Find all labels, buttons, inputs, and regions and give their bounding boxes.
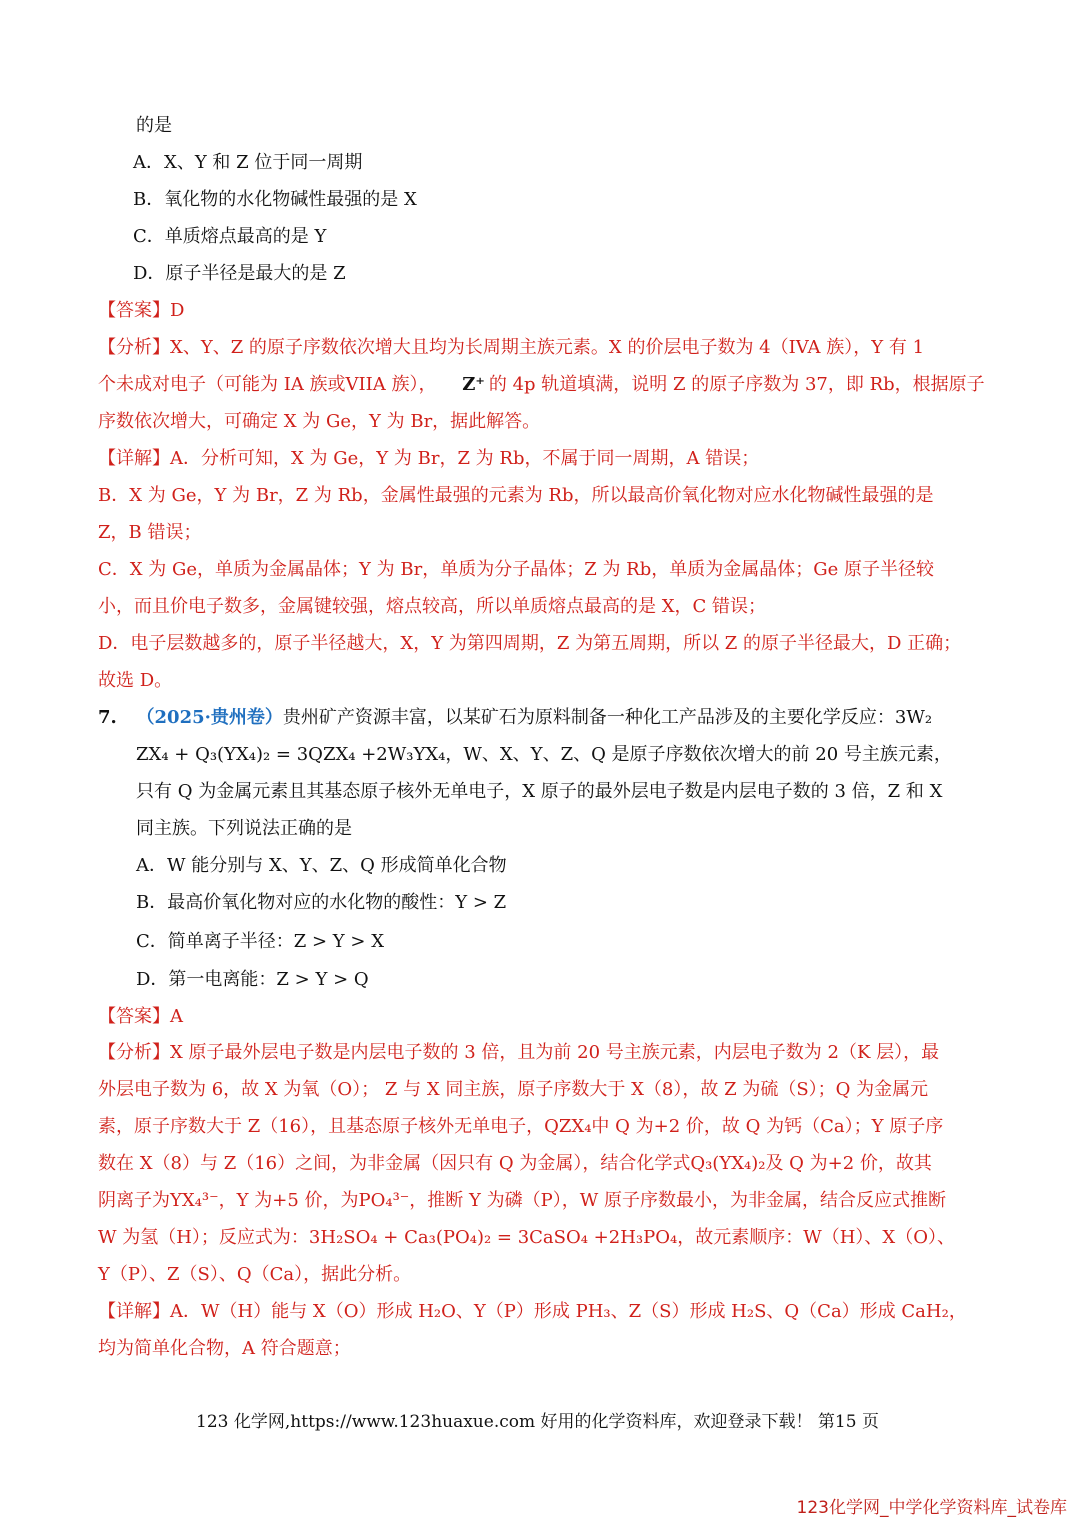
q7-option-c: C．简单离子半径：Z > Y > X <box>136 931 385 952</box>
q7-option-d: D．第一电离能：Z > Y > Q <box>136 969 369 990</box>
q7-stem-text: 贵州矿产资源丰富，以某矿石为原料制备一种化工产品涉及的主要化学反应：3W₂ <box>282 707 933 728</box>
q7-stem-line <box>98 706 932 730</box>
q6-analysis-line <box>98 373 985 397</box>
q7-analysis-line: Y（P）、Z（S）、Q（Ca），据此分析。 <box>98 1264 412 1285</box>
q7-source: （2025·贵州卷） <box>136 707 283 728</box>
q6-option-a: A．X、Y 和 Z 位于同一周期 <box>133 152 363 173</box>
page-footer: 123 化学网,https://www.123huaxue.com 好用的化学资料库，欢迎登录下载！ 第15 页 <box>196 1412 879 1432</box>
q6-analysis-part: 的 4p 轨道填满，说明 Z 的原子序数为 37，即 Rb，根据原子 <box>488 374 985 395</box>
q6-option-b: B．氧化物的水化物碱性最强的是 X <box>133 189 417 210</box>
site-watermark: 123化学网_中学化学资料库_试卷库 <box>796 1498 1067 1518</box>
q7-analysis-line: 阴离子为YX₄³⁻，Y 为+5 价，为PO₄³⁻，推断 Y 为磷（P），W 原子序数最小，为非金属，结合反应式推断 <box>98 1190 946 1211</box>
q7-option-b: B．最高价氧化物对应的水化物的酸性：Y > Z <box>136 892 507 913</box>
q7-detail-line: 【详解】A．W（H）能与 X（O）形成 H₂O、Y（P）形成 PH₃、Z（S）形成 H₂S、Q（Ca）形成 CaH₂， <box>98 1301 967 1322</box>
q6-detail-line: C．X 为 Ge，单质为金属晶体；Y 为 Br，单质为分子晶体；Z 为 Rb，单质为金属晶体；Ge 原子半径较 <box>98 559 934 580</box>
q6-option-d: D．原子半径是最大的是 Z <box>133 263 346 284</box>
q7-analysis-line: W 为氢（H）；反应式为：3H₂SO₄ + Ca₃(PO₄)₂ = 3CaSO₄ +2H₃PO₄，故元素顺序：W（H）、X（O）、 <box>98 1227 955 1248</box>
q7-analysis-line: 外层电子数为 6，故 X 为氧（O）； Z 与 X 同主族，原子序数大于 X（8），故 Z 为硫（S）；Q 为金属元 <box>98 1079 929 1100</box>
q7-stem-line: 同主族。下列说法正确的是 <box>136 818 352 839</box>
q6-detail-line: 小，而且价电子数多，金属键较强，熔点较高，所以单质熔点最高的是 X，C 错误； <box>98 596 767 617</box>
q6-analysis-line: 【分析】X、Y、Z 的原子序数依次增大且均为长周期主族元素。X 的价层电子数为 4（IVA 族），Y 有 1 <box>98 337 925 358</box>
q7-detail-line: 均为简单化合物，A 符合题意； <box>98 1338 351 1359</box>
q7-analysis-line: 素，原子序数大于 Z（16），且基态原子核外无单电子，QZX₄中 Q 为+2 价，故 Q 为钙（Ca）；Y 原子序 <box>98 1116 944 1137</box>
q7-answer: 【答案】A <box>98 1006 183 1027</box>
zplus-ion: Z⁺ <box>462 374 485 395</box>
q6-detail-line: D．电子层数越多的，原子半径越大，X，Y 为第四周期，Z 为第五周期，所以 Z 的原子半径最大，D 正确； <box>98 633 962 654</box>
q6-stem-tail: 的是 <box>136 115 172 136</box>
q7-stem-line: ZX₄ + Q₃(YX₄)₂ = 3QZX₄ +2W₃YX₄，W、X、Y、Z、Q 是原子序数依次增大的前 20 号主族元素， <box>136 744 952 765</box>
q6-detail-line: 故选 D。 <box>98 670 173 691</box>
q7-stem-line: 只有 Q 为金属元素且其基态原子核外无单电子，X 原子的最外层电子数是内层电子数的 3 倍，Z 和 X <box>136 781 943 802</box>
q7-number: 7. <box>98 707 117 728</box>
q6-detail-line: Z，B 错误； <box>98 522 202 543</box>
q6-answer: 【答案】D <box>98 300 185 321</box>
q6-detail-line: 【详解】A．分析可知，X 为 Ge，Y 为 Br，Z 为 Rb，不属于同一周期，A 错误； <box>98 448 760 469</box>
q6-analysis-part: 个未成对电子（可能为 IA 族或VIIA 族）， <box>98 374 437 395</box>
q6-detail-line: B．X 为 Ge，Y 为 Br，Z 为 Rb，金属性最强的元素为 Rb，所以最高价氧化物对应水化物碱性最强的是 <box>98 485 934 506</box>
q7-option-a: A．W 能分别与 X、Y、Z、Q 形成简单化合物 <box>136 855 507 876</box>
q7-analysis-line: 数在 X（8）与 Z（16）之间，为非金属（因只有 Q 为金属），结合化学式Q₃(YX₄)₂及 Q 为+2 价，故其 <box>98 1153 932 1174</box>
q6-option-c: C．单质熔点最高的是 Y <box>133 226 327 247</box>
q6-analysis-line: 序数依次增大，可确定 X 为 Ge，Y 为 Br，据此解答。 <box>98 411 541 432</box>
q7-analysis-line: 【分析】X 原子最外层电子数是内层电子数的 3 倍，且为前 20 号主族元素，内层电子数为 2（K 层），最 <box>98 1042 940 1063</box>
